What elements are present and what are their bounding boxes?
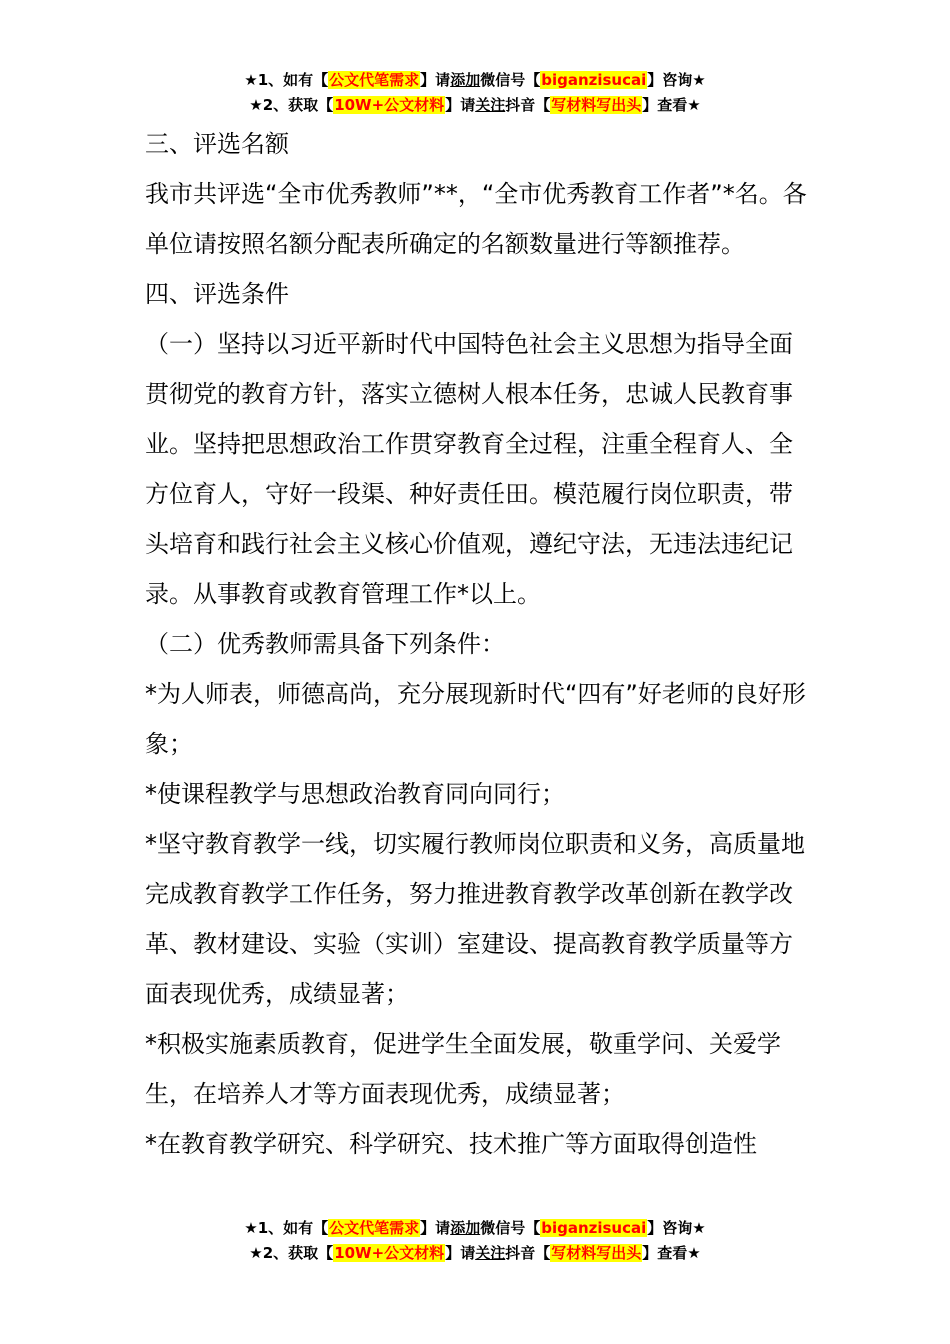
banner-text: ★2、获取【 xyxy=(249,1244,334,1262)
header-banner xyxy=(0,68,950,118)
banner-text: 】请 xyxy=(420,71,451,89)
banner-line-1 xyxy=(0,1216,950,1241)
banner-text: 】请 xyxy=(445,96,476,114)
banner-highlight: 公文代笔需求 xyxy=(329,71,420,89)
list-item: *积极实施素质教育，促进学生全面发展，敬重学问、关爱学生，在培养人才等方面表现优秀，成绩显著； xyxy=(145,1030,781,1108)
section-heading-criteria: 四、评选条件 xyxy=(145,280,289,308)
banner-text: 】请 xyxy=(445,1244,476,1262)
banner-line-1 xyxy=(0,68,950,93)
banner-underline: 添加 xyxy=(450,1219,481,1237)
banner-highlight-douyin: 写材料写出头 xyxy=(551,96,642,114)
banner-text: 】咨询★ xyxy=(647,71,706,89)
paragraph-criteria-2-heading: （二）优秀教师需具备下列条件： xyxy=(145,630,505,658)
banner-highlight-wechat: biganzisucai xyxy=(541,1219,647,1237)
banner-text: 】查看★ xyxy=(642,1244,701,1262)
banner-highlight: 公文代笔需求 xyxy=(329,1219,420,1237)
list-item: *为人师表，师德高尚，充分展现新时代“四有”好老师的良好形象； xyxy=(145,680,806,758)
banner-underline: 关注 xyxy=(475,96,506,114)
banner-text: 微信号【 xyxy=(480,1219,541,1237)
banner-highlight-wechat: biganzisucai xyxy=(541,71,647,89)
banner-highlight: 10W+公文材料 xyxy=(334,96,445,114)
banner-highlight-douyin: 写材料写出头 xyxy=(551,1244,642,1262)
banner-underline: 添加 xyxy=(450,71,481,89)
banner-line-2 xyxy=(0,93,950,118)
banner-line-2 xyxy=(0,1241,950,1266)
banner-text: 】咨询★ xyxy=(647,1219,706,1237)
paragraph-quota: 我市共评选“全市优秀教师”**，“全市优秀教育工作者”*名。各单位请按照名额分配表所确定的名额数量进行等额推荐。 xyxy=(145,180,807,258)
banner-text: 】请 xyxy=(420,1219,451,1237)
banner-text: ★1、如有【 xyxy=(244,71,329,89)
banner-highlight: 10W+公文材料 xyxy=(334,1244,445,1262)
section-heading-quota: 三、评选名额 xyxy=(145,130,289,158)
banner-text: ★1、如有【 xyxy=(244,1219,329,1237)
document-body xyxy=(145,119,810,1169)
banner-text: 】查看★ xyxy=(642,96,701,114)
banner-underline: 关注 xyxy=(475,1244,506,1262)
footer-banner xyxy=(0,1216,950,1266)
paragraph-criteria-1: （一）坚持以习近平新时代中国特色社会主义思想为指导全面贯彻党的教育方针，落实立德树人根本任务，忠诚人民教育事业。坚持把思想政治工作贯穿教育全过程，注重全程育人、全方位育人，守好一段渠、种好责任田。模范履行岗位职责，带头培育和践行社会主义核心价值观，遵纪守法，无违法违纪记录。从事教育或教育管理工作*以上。 xyxy=(145,330,793,608)
banner-text: 微信号【 xyxy=(480,71,541,89)
list-item: *在教育教学研究、科学研究、技术推广等方面取得创造性 xyxy=(145,1130,757,1158)
banner-text: ★2、获取【 xyxy=(249,96,334,114)
list-item: *坚守教育教学一线，切实履行教师岗位职责和义务，高质量地完成教育教学工作任务，努力推进教育教学改革创新在教学改革、教材建设、实验（实训）室建设、提高教育教学质量等方面表现优秀，成绩显著； xyxy=(145,830,805,1008)
banner-text: 抖音【 xyxy=(505,1244,551,1262)
banner-text: 抖音【 xyxy=(505,96,551,114)
list-item: *使课程教学与思想政治教育同向同行； xyxy=(145,780,565,808)
